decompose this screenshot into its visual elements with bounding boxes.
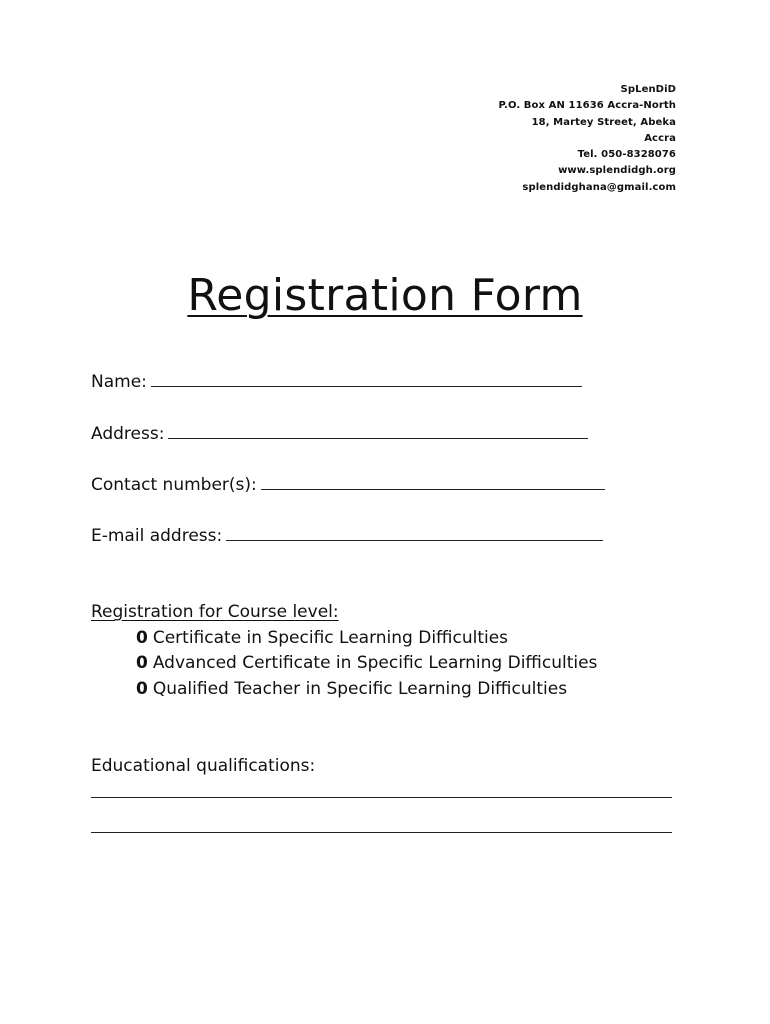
contact-label: Contact number(s): <box>91 475 257 495</box>
course-option-mark: 0 <box>136 679 148 699</box>
course-option-advanced[interactable] <box>136 652 597 674</box>
email: splendidghana@gmail.com <box>522 181 676 193</box>
contact-field <box>91 474 605 496</box>
education-label: Educational qualifications: <box>91 756 316 776</box>
course-level-heading: Registration for Course level: <box>91 602 339 622</box>
course-option-label: Qualified Teacher in Specific Learning Difficulties <box>152 679 568 699</box>
website: www.splendidgh.org <box>558 165 676 177</box>
education-line-1[interactable] <box>91 797 672 798</box>
page-title <box>0 268 770 324</box>
education-line-2[interactable] <box>91 832 672 833</box>
email-line[interactable] <box>226 526 603 541</box>
org-name: SpLenDiD <box>620 84 676 95</box>
name-field <box>91 371 582 393</box>
course-option-label: Certificate in Specific Learning Difficulties <box>152 628 509 648</box>
course-option-certificate[interactable] <box>136 627 508 649</box>
telephone: Tel. 050-8328076 <box>577 149 676 161</box>
address-field <box>91 423 588 445</box>
course-option-mark: 0 <box>136 653 148 673</box>
street-address: 18, Martey Street, Abeka <box>531 116 676 128</box>
page-title-text: Registration Form <box>187 270 583 321</box>
course-option-mark: 0 <box>136 628 148 648</box>
email-field <box>91 525 603 547</box>
course-option-qualified-teacher[interactable] <box>136 678 567 700</box>
address-line[interactable] <box>168 424 588 439</box>
email-label: E-mail address: <box>91 526 223 546</box>
city: Accra <box>644 132 676 144</box>
contact-line[interactable] <box>261 475 605 490</box>
name-line[interactable] <box>151 372 582 387</box>
course-option-label: Advanced Certificate in Specific Learning Difficulties <box>152 653 598 673</box>
address-label: Address: <box>91 424 165 444</box>
name-label: Name: <box>91 372 147 392</box>
po-box: P.O. Box AN 11636 Accra-North <box>498 100 676 112</box>
letterhead <box>498 82 676 196</box>
